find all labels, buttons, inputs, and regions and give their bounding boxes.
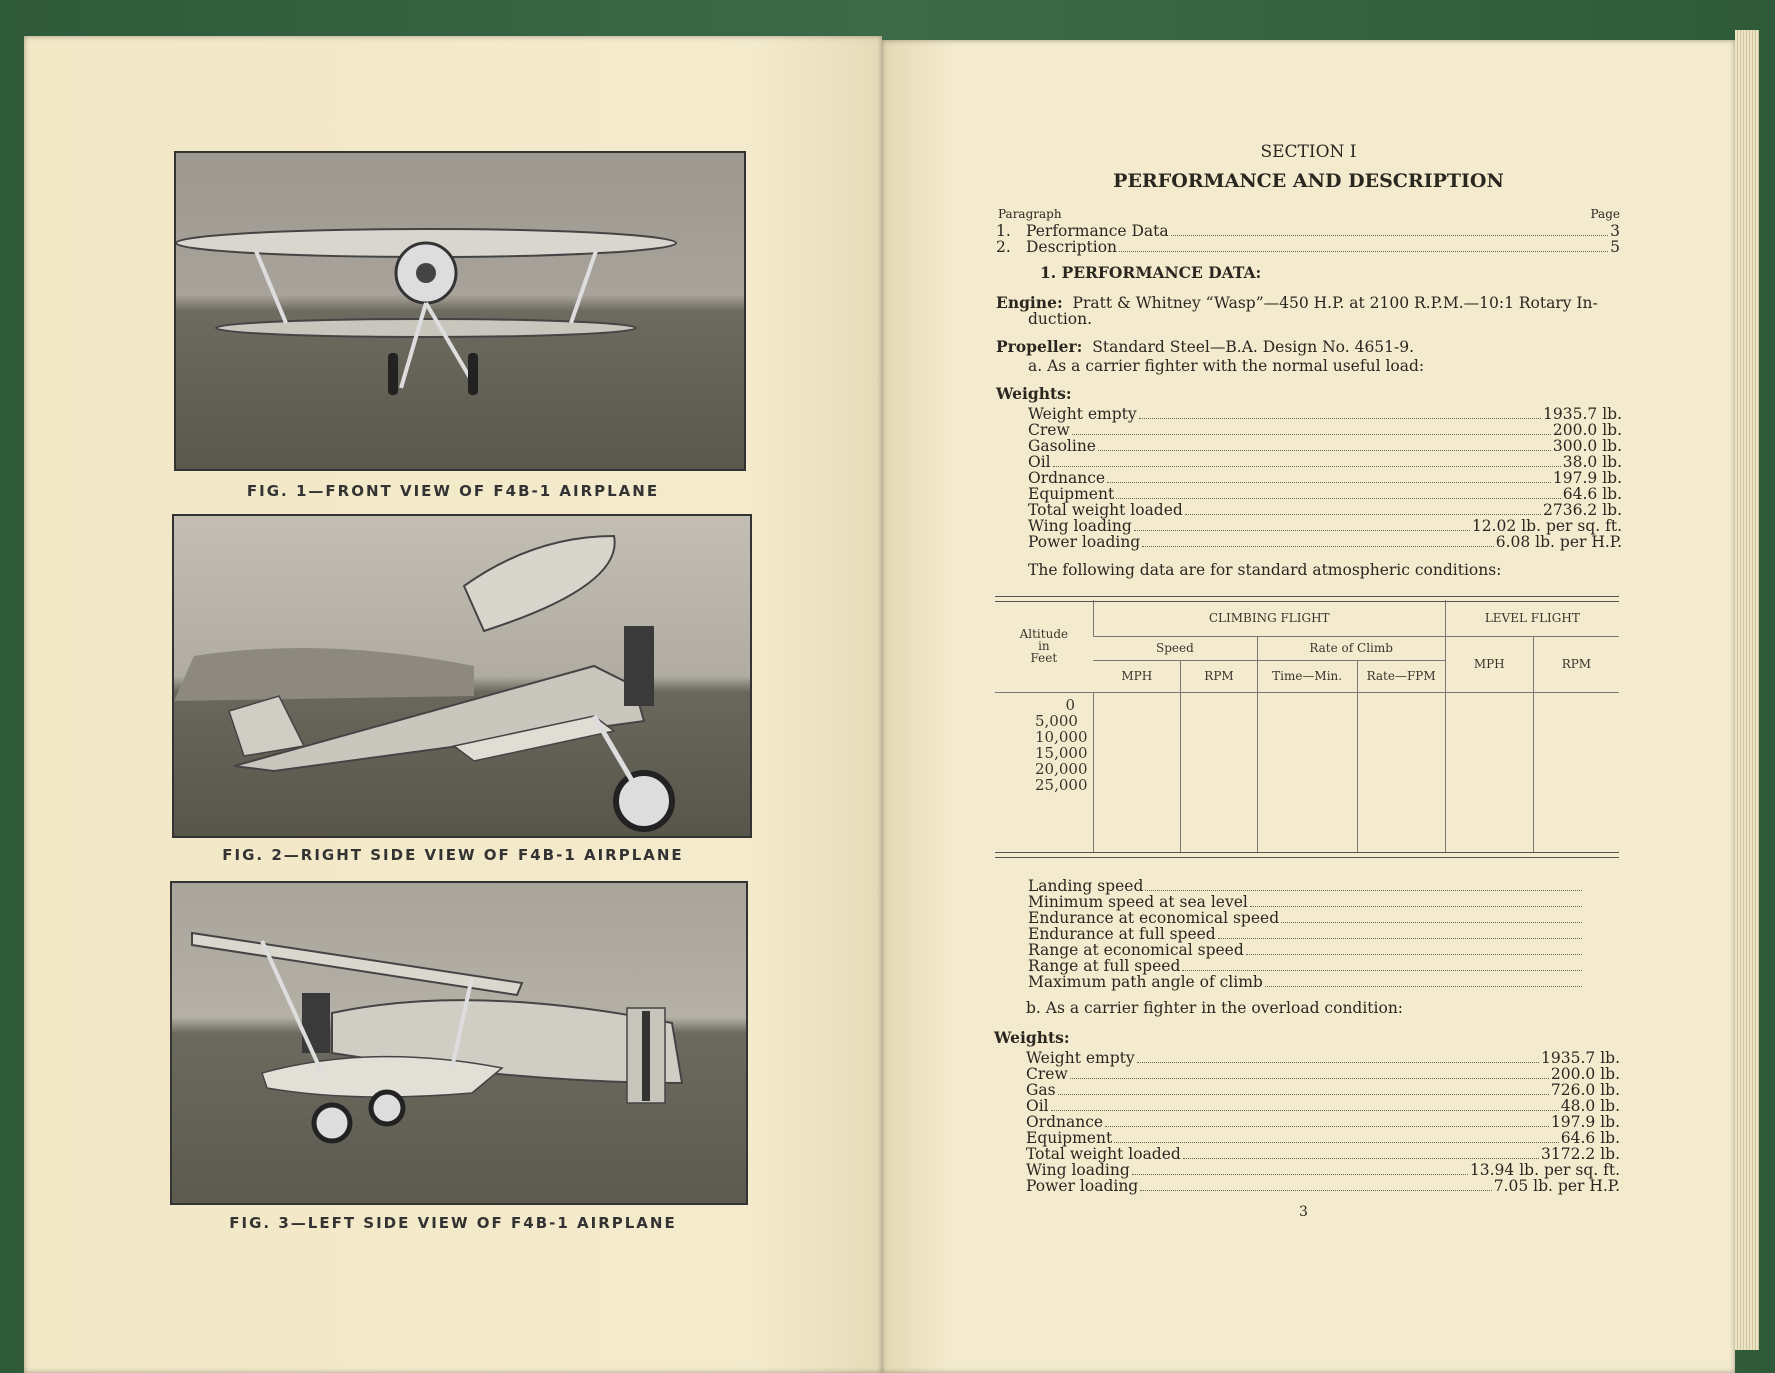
leader-dots xyxy=(1182,970,1582,971)
weight-value: 64.6 lb. xyxy=(1562,485,1622,503)
leader-dots xyxy=(1053,466,1561,467)
toc-entry[interactable]: 2. Description 5 xyxy=(996,238,1620,256)
std-conditions-text: The following data are for standard atmospheric conditions: xyxy=(1028,561,1502,579)
weight-value: 64.6 lb. xyxy=(1560,1129,1620,1147)
weight-row xyxy=(1028,406,1622,423)
leader-dots xyxy=(1145,890,1582,891)
weight-value: 38.0 lb. xyxy=(1562,453,1622,471)
leader-dots xyxy=(1058,1094,1549,1095)
level-mph-header: MPH xyxy=(1445,636,1533,692)
weight-value: 6.08 lb. per H.P. xyxy=(1495,533,1622,551)
weight-row xyxy=(1028,438,1622,455)
leader-dots xyxy=(1140,1190,1492,1191)
leader-dots xyxy=(1116,498,1561,499)
weight-row xyxy=(1026,1098,1620,1115)
leader-dots xyxy=(1114,1142,1559,1143)
front-view-airplane-image xyxy=(176,153,744,469)
weights-a-label: Weights: xyxy=(996,384,1072,403)
weight-value: 197.9 lb. xyxy=(1552,469,1622,487)
leader-dots xyxy=(1183,1158,1539,1159)
table-bottom-rule xyxy=(995,852,1619,858)
performance-table xyxy=(995,600,1619,852)
figure-3-caption: FIG. 3—LEFT SIDE VIEW OF F4B-1 AIRPLANE xyxy=(229,1214,677,1232)
weight-value: 726.0 lb. xyxy=(1550,1081,1620,1099)
leader-dots xyxy=(1051,1110,1559,1111)
weight-value: 1935.7 lb. xyxy=(1541,1049,1620,1067)
weight-row xyxy=(1026,1066,1620,1083)
weight-label: Total weight loaded xyxy=(1028,501,1183,519)
weight-label: Gasoline xyxy=(1028,437,1096,455)
weight-value: 13.94 lb. per sq. ft. xyxy=(1469,1161,1620,1179)
weight-label: Power loading xyxy=(1028,533,1141,551)
leader-dots xyxy=(1107,482,1551,483)
leader-dots xyxy=(1250,906,1582,907)
engine-line: Engine: Pratt & Whitney “Wasp”—450 H.P. at 2100 R.P.M.—10:1 Rotary In- xyxy=(996,293,1598,312)
weight-row xyxy=(1028,470,1622,487)
figure-3-photo xyxy=(170,881,748,1205)
leader-dots xyxy=(1072,434,1551,435)
climb-rpm-header: RPM xyxy=(1181,660,1257,692)
right-side-view-airplane-image xyxy=(174,516,750,836)
weight-value: 48.0 lb. xyxy=(1560,1097,1620,1115)
weight-row xyxy=(1028,422,1622,439)
weight-value: 200.0 lb. xyxy=(1552,421,1622,439)
toc-header-page: Page xyxy=(1590,207,1620,221)
leader-dots xyxy=(1142,546,1494,547)
weight-row xyxy=(1028,454,1622,471)
performance-item-row xyxy=(1028,974,1584,991)
figure-1-photo xyxy=(174,151,746,471)
weight-value: 2736.2 lb. xyxy=(1543,501,1622,519)
leader-dots xyxy=(1098,450,1551,451)
page-number: 3 xyxy=(1299,1204,1308,1220)
climb-mph-header: MPH xyxy=(1121,669,1153,683)
performance-item-label: Range at full speed xyxy=(1028,957,1181,975)
leader-dots xyxy=(1105,1126,1549,1127)
altitude-column: 0 5,000 10,000 15,000 20,000 25,000 xyxy=(995,692,1093,852)
weight-label: Oil xyxy=(1026,1097,1049,1115)
propeller-line: Propeller: Standard Steel—B.A. Design No. 4651-9. xyxy=(996,337,1415,356)
rate-fpm-header: Rate—FPM xyxy=(1357,660,1445,692)
speed-header: Speed xyxy=(1093,636,1257,660)
weight-value: 300.0 lb. xyxy=(1552,437,1622,455)
leader-dots xyxy=(1218,938,1582,939)
weight-value: 197.9 lb. xyxy=(1550,1113,1620,1131)
performance-data-heading: 1. PERFORMANCE DATA: xyxy=(1040,263,1262,282)
weights-b-label: Weights: xyxy=(994,1028,1070,1047)
leader-dots xyxy=(1139,418,1541,419)
time-min-header: Time—Min. xyxy=(1257,660,1357,692)
weight-row xyxy=(1026,1178,1620,1195)
weight-label: Total weight loaded xyxy=(1026,1145,1181,1163)
performance-item-label: Range at economical speed xyxy=(1028,941,1244,959)
weight-label: Weight empty xyxy=(1028,405,1137,423)
weight-row xyxy=(1026,1114,1620,1131)
leader-dots xyxy=(1265,986,1582,987)
page-edges xyxy=(1735,30,1759,1350)
weight-label: Ordnance xyxy=(1028,469,1106,487)
weight-value: 7.05 lb. per H.P. xyxy=(1493,1177,1620,1195)
left-side-view-airplane-image xyxy=(172,883,746,1203)
climbing-flight-header: CLIMBING FLIGHT xyxy=(1093,600,1445,636)
leader-dots xyxy=(1137,1062,1539,1063)
leader-dots xyxy=(1132,1174,1468,1175)
figure-2-caption: FIG. 2—RIGHT SIDE VIEW OF F4B-1 AIRPLANE xyxy=(222,846,684,864)
weight-label: Oil xyxy=(1028,453,1051,471)
performance-item-label: Maximum path angle of climb xyxy=(1028,973,1263,991)
toc-header-paragraph: Paragraph xyxy=(998,207,1062,221)
figure-2-photo xyxy=(172,514,752,838)
performance-item-label: Endurance at economical speed xyxy=(1028,909,1280,927)
leader-dots xyxy=(1246,954,1582,955)
case-a-text: a. As a carrier fighter with the normal useful load: xyxy=(1028,357,1425,375)
engine-line-cont: duction. xyxy=(1028,310,1093,328)
leader-dots xyxy=(1185,514,1541,515)
performance-item-label: Minimum speed at sea level xyxy=(1028,893,1248,911)
level-flight-header: LEVEL FLIGHT xyxy=(1445,600,1619,636)
performance-item-label: Landing speed xyxy=(1028,877,1144,895)
performance-item-label: Endurance at full speed xyxy=(1028,925,1216,943)
leader-dots xyxy=(1070,1078,1549,1079)
weight-label: Gas xyxy=(1026,1081,1056,1099)
figure-1-caption: FIG. 1—FRONT VIEW OF F4B-1 AIRPLANE xyxy=(246,482,660,500)
weight-label: Weight empty xyxy=(1026,1049,1135,1067)
section-title: PERFORMANCE AND DESCRIPTION xyxy=(1113,170,1504,192)
left-page xyxy=(24,36,882,1373)
weight-label: Equipment xyxy=(1028,485,1115,503)
case-b-text: b. As a carrier fighter in the overload condition: xyxy=(1026,999,1404,1017)
weight-label: Power loading xyxy=(1026,1177,1139,1195)
weight-row xyxy=(1028,534,1622,551)
weight-label: Equipment xyxy=(1026,1129,1113,1147)
rate-of-climb-header: Rate of Climb xyxy=(1257,636,1445,660)
weight-value: 3172.2 lb. xyxy=(1541,1145,1620,1163)
toc-entry[interactable]: 1. Performance Data 3 xyxy=(996,222,1620,240)
leader-dots xyxy=(1134,530,1470,531)
weight-value: 200.0 lb. xyxy=(1550,1065,1620,1083)
weight-value: 12.02 lb. per sq. ft. xyxy=(1471,517,1622,535)
weight-row xyxy=(1026,1082,1620,1099)
section-label: SECTION I xyxy=(1260,142,1357,162)
level-rpm-header: RPM xyxy=(1533,636,1619,692)
weight-label: Crew xyxy=(1026,1065,1068,1083)
altitude-header: Altitude in Feet xyxy=(1019,626,1069,665)
weight-value: 1935.7 lb. xyxy=(1543,405,1622,423)
weight-row xyxy=(1026,1050,1620,1067)
weight-label: Wing loading xyxy=(1026,1161,1130,1179)
right-page xyxy=(882,40,1735,1373)
leader-dots xyxy=(1281,922,1582,923)
weight-label: Wing loading xyxy=(1028,517,1132,535)
weight-label: Ordnance xyxy=(1026,1113,1104,1131)
weight-label: Crew xyxy=(1028,421,1070,439)
